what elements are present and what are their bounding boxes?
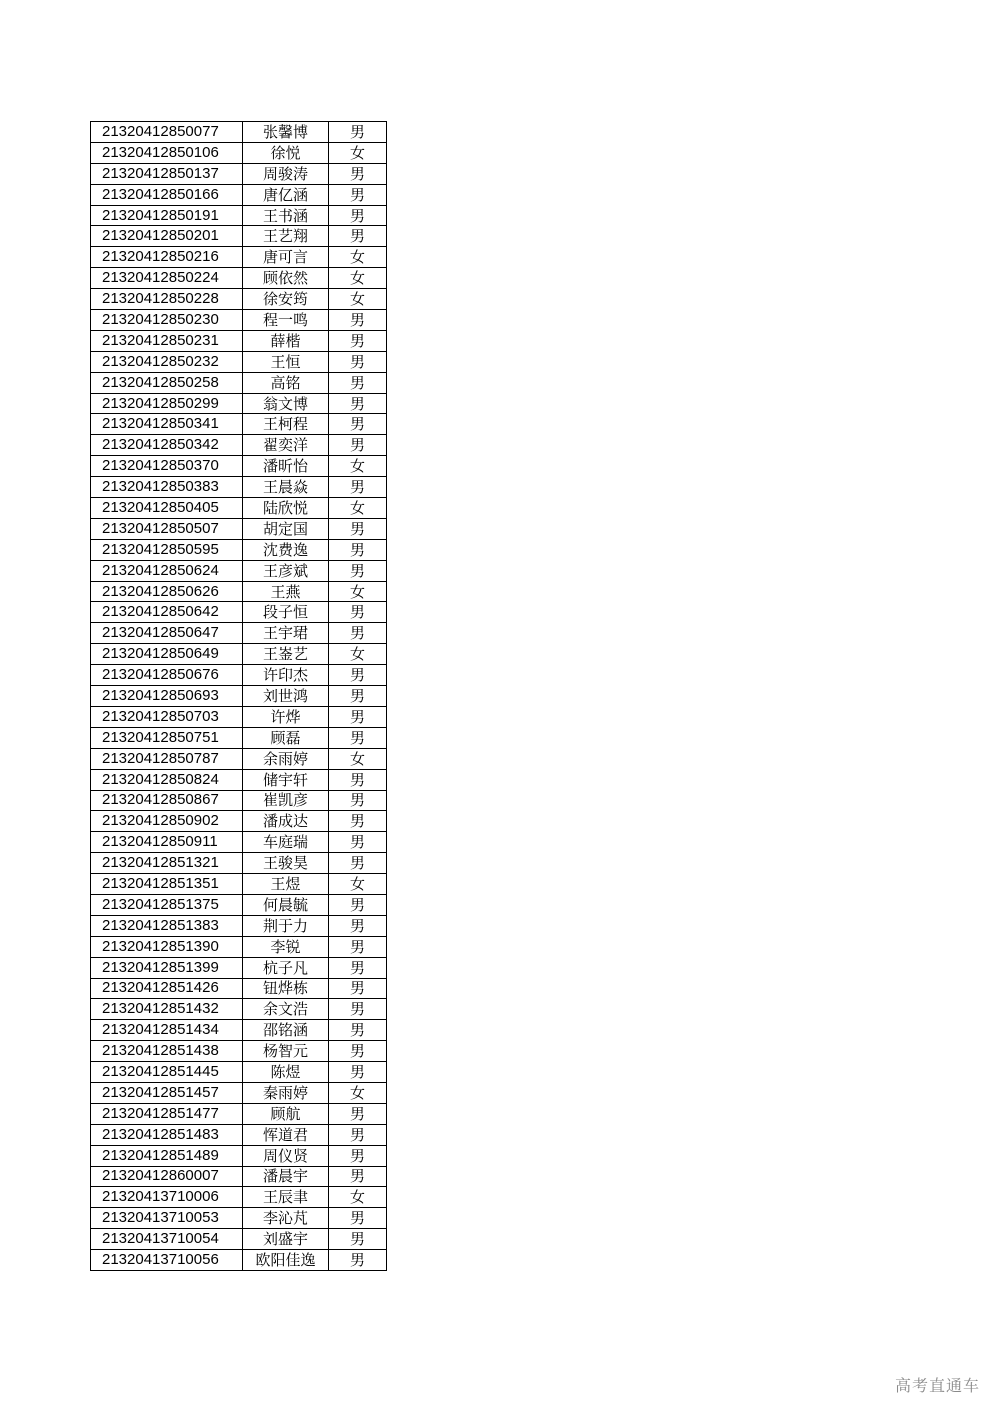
student-id-cell: 21320412851390 [91, 936, 243, 957]
student-gender-cell: 男 [329, 853, 387, 874]
table-row [91, 957, 387, 978]
student-gender-cell: 男 [329, 769, 387, 790]
student-name-cell: 潘晨宇 [243, 1166, 329, 1187]
student-name-cell: 陈煜 [243, 1062, 329, 1083]
student-name-cell: 秦雨婷 [243, 1082, 329, 1103]
student-id-cell: 21320412850231 [91, 330, 243, 351]
student-name-cell: 高铭 [243, 372, 329, 393]
student-gender-cell: 男 [329, 1229, 387, 1250]
student-name-cell: 王柯程 [243, 414, 329, 435]
student-name-cell: 刘世鸿 [243, 686, 329, 707]
student-id-cell: 21320412851489 [91, 1145, 243, 1166]
student-id-cell: 21320413710054 [91, 1229, 243, 1250]
student-gender-cell: 男 [329, 518, 387, 539]
table-row [91, 686, 387, 707]
student-id-cell: 21320412851399 [91, 957, 243, 978]
student-name-cell: 荆于力 [243, 915, 329, 936]
student-name-cell: 储宇轩 [243, 769, 329, 790]
student-id-cell: 21320413710006 [91, 1187, 243, 1208]
table-row [91, 247, 387, 268]
student-name-cell: 崔凯彦 [243, 790, 329, 811]
student-name-cell: 潘昕怡 [243, 456, 329, 477]
student-gender-cell: 女 [329, 748, 387, 769]
student-gender-cell: 男 [329, 811, 387, 832]
student-gender-cell: 男 [329, 393, 387, 414]
student-id-cell: 21320412850191 [91, 205, 243, 226]
table-row [91, 602, 387, 623]
student-name-cell: 许烨 [243, 706, 329, 727]
student-id-cell: 21320412850228 [91, 289, 243, 310]
student-gender-cell: 女 [329, 874, 387, 895]
table-row [91, 874, 387, 895]
table-row [91, 456, 387, 477]
student-gender-cell: 男 [329, 1020, 387, 1041]
table-row [91, 623, 387, 644]
student-name-cell: 杭子凡 [243, 957, 329, 978]
student-name-cell: 沈费逸 [243, 539, 329, 560]
student-name-cell: 余文浩 [243, 999, 329, 1020]
student-gender-cell: 男 [329, 184, 387, 205]
student-id-cell: 21320412851438 [91, 1041, 243, 1062]
table-row [91, 351, 387, 372]
student-name-cell: 钮烨栋 [243, 978, 329, 999]
student-gender-cell: 女 [329, 247, 387, 268]
student-gender-cell: 男 [329, 999, 387, 1020]
table-row [91, 393, 387, 414]
student-roster-table [90, 121, 387, 1271]
student-name-cell: 薛楷 [243, 330, 329, 351]
table-row [91, 1062, 387, 1083]
table-row [91, 665, 387, 686]
student-name-cell: 王骏昊 [243, 853, 329, 874]
student-name-cell: 王燕 [243, 581, 329, 602]
student-name-cell: 王宇珺 [243, 623, 329, 644]
table-row [91, 790, 387, 811]
student-id-cell: 21320412850676 [91, 665, 243, 686]
student-id-cell: 21320412851321 [91, 853, 243, 874]
student-id-cell: 21320412850693 [91, 686, 243, 707]
student-gender-cell: 男 [329, 310, 387, 331]
student-gender-cell: 男 [329, 226, 387, 247]
student-id-cell: 21320412851351 [91, 874, 243, 895]
student-id-cell: 21320412850216 [91, 247, 243, 268]
student-name-cell: 胡定国 [243, 518, 329, 539]
table-row [91, 811, 387, 832]
student-name-cell: 顾磊 [243, 727, 329, 748]
student-name-cell: 何晨毓 [243, 894, 329, 915]
student-name-cell: 徐悦 [243, 142, 329, 163]
table-row [91, 1166, 387, 1187]
student-gender-cell: 男 [329, 1250, 387, 1271]
student-gender-cell: 男 [329, 706, 387, 727]
table-row [91, 894, 387, 915]
student-name-cell: 车庭瑞 [243, 832, 329, 853]
student-gender-cell: 女 [329, 498, 387, 519]
student-gender-cell: 男 [329, 727, 387, 748]
table-row [91, 978, 387, 999]
student-id-cell: 21320412850201 [91, 226, 243, 247]
student-id-cell: 21320412850077 [91, 122, 243, 143]
table-row [91, 853, 387, 874]
student-gender-cell: 男 [329, 894, 387, 915]
student-name-cell: 顾航 [243, 1103, 329, 1124]
student-name-cell: 王辰聿 [243, 1187, 329, 1208]
student-gender-cell: 男 [329, 957, 387, 978]
table-row [91, 1250, 387, 1271]
student-name-cell: 刘盛宇 [243, 1229, 329, 1250]
table-row [91, 936, 387, 957]
table-row [91, 289, 387, 310]
table-row [91, 1082, 387, 1103]
student-id-cell: 21320413710056 [91, 1250, 243, 1271]
student-gender-cell: 男 [329, 539, 387, 560]
table-row [91, 1187, 387, 1208]
student-name-cell: 翁文博 [243, 393, 329, 414]
table-row [91, 477, 387, 498]
table-row [91, 832, 387, 853]
student-name-cell: 徐安筠 [243, 289, 329, 310]
student-gender-cell: 男 [329, 978, 387, 999]
table-row [91, 414, 387, 435]
student-gender-cell: 女 [329, 581, 387, 602]
student-gender-cell: 男 [329, 1166, 387, 1187]
student-id-cell: 21320412851445 [91, 1062, 243, 1083]
student-id-cell: 21320412850595 [91, 539, 243, 560]
table-row [91, 435, 387, 456]
student-gender-cell: 男 [329, 1124, 387, 1145]
table-row [91, 769, 387, 790]
student-id-cell: 21320412850751 [91, 727, 243, 748]
table-row [91, 1208, 387, 1229]
student-name-cell: 李沁芃 [243, 1208, 329, 1229]
student-id-cell: 21320412850342 [91, 435, 243, 456]
student-id-cell: 21320412850405 [91, 498, 243, 519]
student-gender-cell: 男 [329, 1062, 387, 1083]
table-row [91, 142, 387, 163]
table-row [91, 1124, 387, 1145]
table-row [91, 644, 387, 665]
table-row [91, 372, 387, 393]
table-row [91, 226, 387, 247]
student-id-cell: 21320412850649 [91, 644, 243, 665]
student-gender-cell: 男 [329, 560, 387, 581]
student-name-cell: 唐可言 [243, 247, 329, 268]
student-name-cell: 王崟艺 [243, 644, 329, 665]
student-name-cell: 王彦斌 [243, 560, 329, 581]
student-id-cell: 21320412850902 [91, 811, 243, 832]
student-name-cell: 周仪贤 [243, 1145, 329, 1166]
student-id-cell: 21320412850341 [91, 414, 243, 435]
student-id-cell: 21320412850299 [91, 393, 243, 414]
student-gender-cell: 男 [329, 832, 387, 853]
student-name-cell: 王书涵 [243, 205, 329, 226]
student-id-cell: 21320412860007 [91, 1166, 243, 1187]
student-id-cell: 21320412851383 [91, 915, 243, 936]
table-row [91, 1020, 387, 1041]
student-gender-cell: 男 [329, 623, 387, 644]
student-gender-cell: 男 [329, 1208, 387, 1229]
student-name-cell: 顾依然 [243, 268, 329, 289]
student-gender-cell: 女 [329, 1187, 387, 1208]
student-id-cell: 21320412851375 [91, 894, 243, 915]
student-id-cell: 21320412850626 [91, 581, 243, 602]
student-id-cell: 21320412850230 [91, 310, 243, 331]
table-row [91, 330, 387, 351]
student-name-cell: 许印杰 [243, 665, 329, 686]
student-gender-cell: 男 [329, 330, 387, 351]
student-gender-cell: 女 [329, 289, 387, 310]
table-row [91, 581, 387, 602]
student-id-cell: 21320412851457 [91, 1082, 243, 1103]
student-id-cell: 21320412851426 [91, 978, 243, 999]
student-id-cell: 21320412850370 [91, 456, 243, 477]
table-row [91, 184, 387, 205]
watermark-text: 高考直通车 [894, 1376, 980, 1395]
student-id-cell: 21320412851434 [91, 1020, 243, 1041]
table-row [91, 205, 387, 226]
student-id-cell: 21320412850703 [91, 706, 243, 727]
student-name-cell: 恽道君 [243, 1124, 329, 1145]
student-gender-cell: 女 [329, 456, 387, 477]
student-name-cell: 唐亿涵 [243, 184, 329, 205]
student-name-cell: 潘成达 [243, 811, 329, 832]
student-name-cell: 翟奕洋 [243, 435, 329, 456]
student-gender-cell: 男 [329, 414, 387, 435]
student-id-cell: 21320412850224 [91, 268, 243, 289]
student-name-cell: 王恒 [243, 351, 329, 372]
student-name-cell: 王煜 [243, 874, 329, 895]
table-row [91, 539, 387, 560]
student-gender-cell: 女 [329, 1082, 387, 1103]
table-row [91, 122, 387, 143]
table-row [91, 999, 387, 1020]
student-id-cell: 21320412850106 [91, 142, 243, 163]
table-row [91, 163, 387, 184]
student-name-cell: 周骏涛 [243, 163, 329, 184]
student-id-cell: 21320412851432 [91, 999, 243, 1020]
student-id-cell: 21320412850624 [91, 560, 243, 581]
student-name-cell: 程一鸣 [243, 310, 329, 331]
table-row [91, 1103, 387, 1124]
student-id-cell: 21320413710053 [91, 1208, 243, 1229]
student-id-cell: 21320412850787 [91, 748, 243, 769]
roster-body [91, 122, 387, 1271]
student-gender-cell: 男 [329, 163, 387, 184]
student-gender-cell: 男 [329, 790, 387, 811]
student-id-cell: 21320412850507 [91, 518, 243, 539]
student-id-cell: 21320412851483 [91, 1124, 243, 1145]
student-name-cell: 杨智元 [243, 1041, 329, 1062]
table-row [91, 1229, 387, 1250]
student-name-cell: 李锐 [243, 936, 329, 957]
student-gender-cell: 男 [329, 1145, 387, 1166]
student-id-cell: 21320412850258 [91, 372, 243, 393]
student-gender-cell: 男 [329, 915, 387, 936]
student-name-cell: 余雨婷 [243, 748, 329, 769]
student-gender-cell: 男 [329, 602, 387, 623]
student-gender-cell: 男 [329, 372, 387, 393]
student-gender-cell: 男 [329, 936, 387, 957]
student-id-cell: 21320412850383 [91, 477, 243, 498]
student-gender-cell: 男 [329, 351, 387, 372]
student-gender-cell: 男 [329, 435, 387, 456]
table-row [91, 727, 387, 748]
table-row [91, 310, 387, 331]
student-gender-cell: 男 [329, 665, 387, 686]
student-name-cell: 王晨焱 [243, 477, 329, 498]
table-row [91, 518, 387, 539]
student-id-cell: 21320412851477 [91, 1103, 243, 1124]
student-gender-cell: 男 [329, 122, 387, 143]
student-name-cell: 张馨博 [243, 122, 329, 143]
student-id-cell: 21320412850824 [91, 769, 243, 790]
table-row [91, 268, 387, 289]
student-gender-cell: 男 [329, 1103, 387, 1124]
student-name-cell: 欧阳佳逸 [243, 1250, 329, 1271]
student-gender-cell: 女 [329, 142, 387, 163]
student-gender-cell: 男 [329, 205, 387, 226]
student-gender-cell: 男 [329, 686, 387, 707]
student-id-cell: 21320412850166 [91, 184, 243, 205]
student-name-cell: 王艺翔 [243, 226, 329, 247]
student-name-cell: 陆欣悦 [243, 498, 329, 519]
table-row [91, 915, 387, 936]
student-id-cell: 21320412850642 [91, 602, 243, 623]
student-gender-cell: 女 [329, 268, 387, 289]
table-row [91, 498, 387, 519]
student-gender-cell: 女 [329, 644, 387, 665]
student-name-cell: 段子恒 [243, 602, 329, 623]
table-row [91, 1145, 387, 1166]
student-name-cell: 邵铭涵 [243, 1020, 329, 1041]
table-row [91, 706, 387, 727]
table-row [91, 748, 387, 769]
table-row [91, 560, 387, 581]
student-gender-cell: 男 [329, 1041, 387, 1062]
student-id-cell: 21320412850867 [91, 790, 243, 811]
student-id-cell: 21320412850647 [91, 623, 243, 644]
table-row [91, 1041, 387, 1062]
student-id-cell: 21320412850137 [91, 163, 243, 184]
student-gender-cell: 男 [329, 477, 387, 498]
student-id-cell: 21320412850232 [91, 351, 243, 372]
student-id-cell: 21320412850911 [91, 832, 243, 853]
